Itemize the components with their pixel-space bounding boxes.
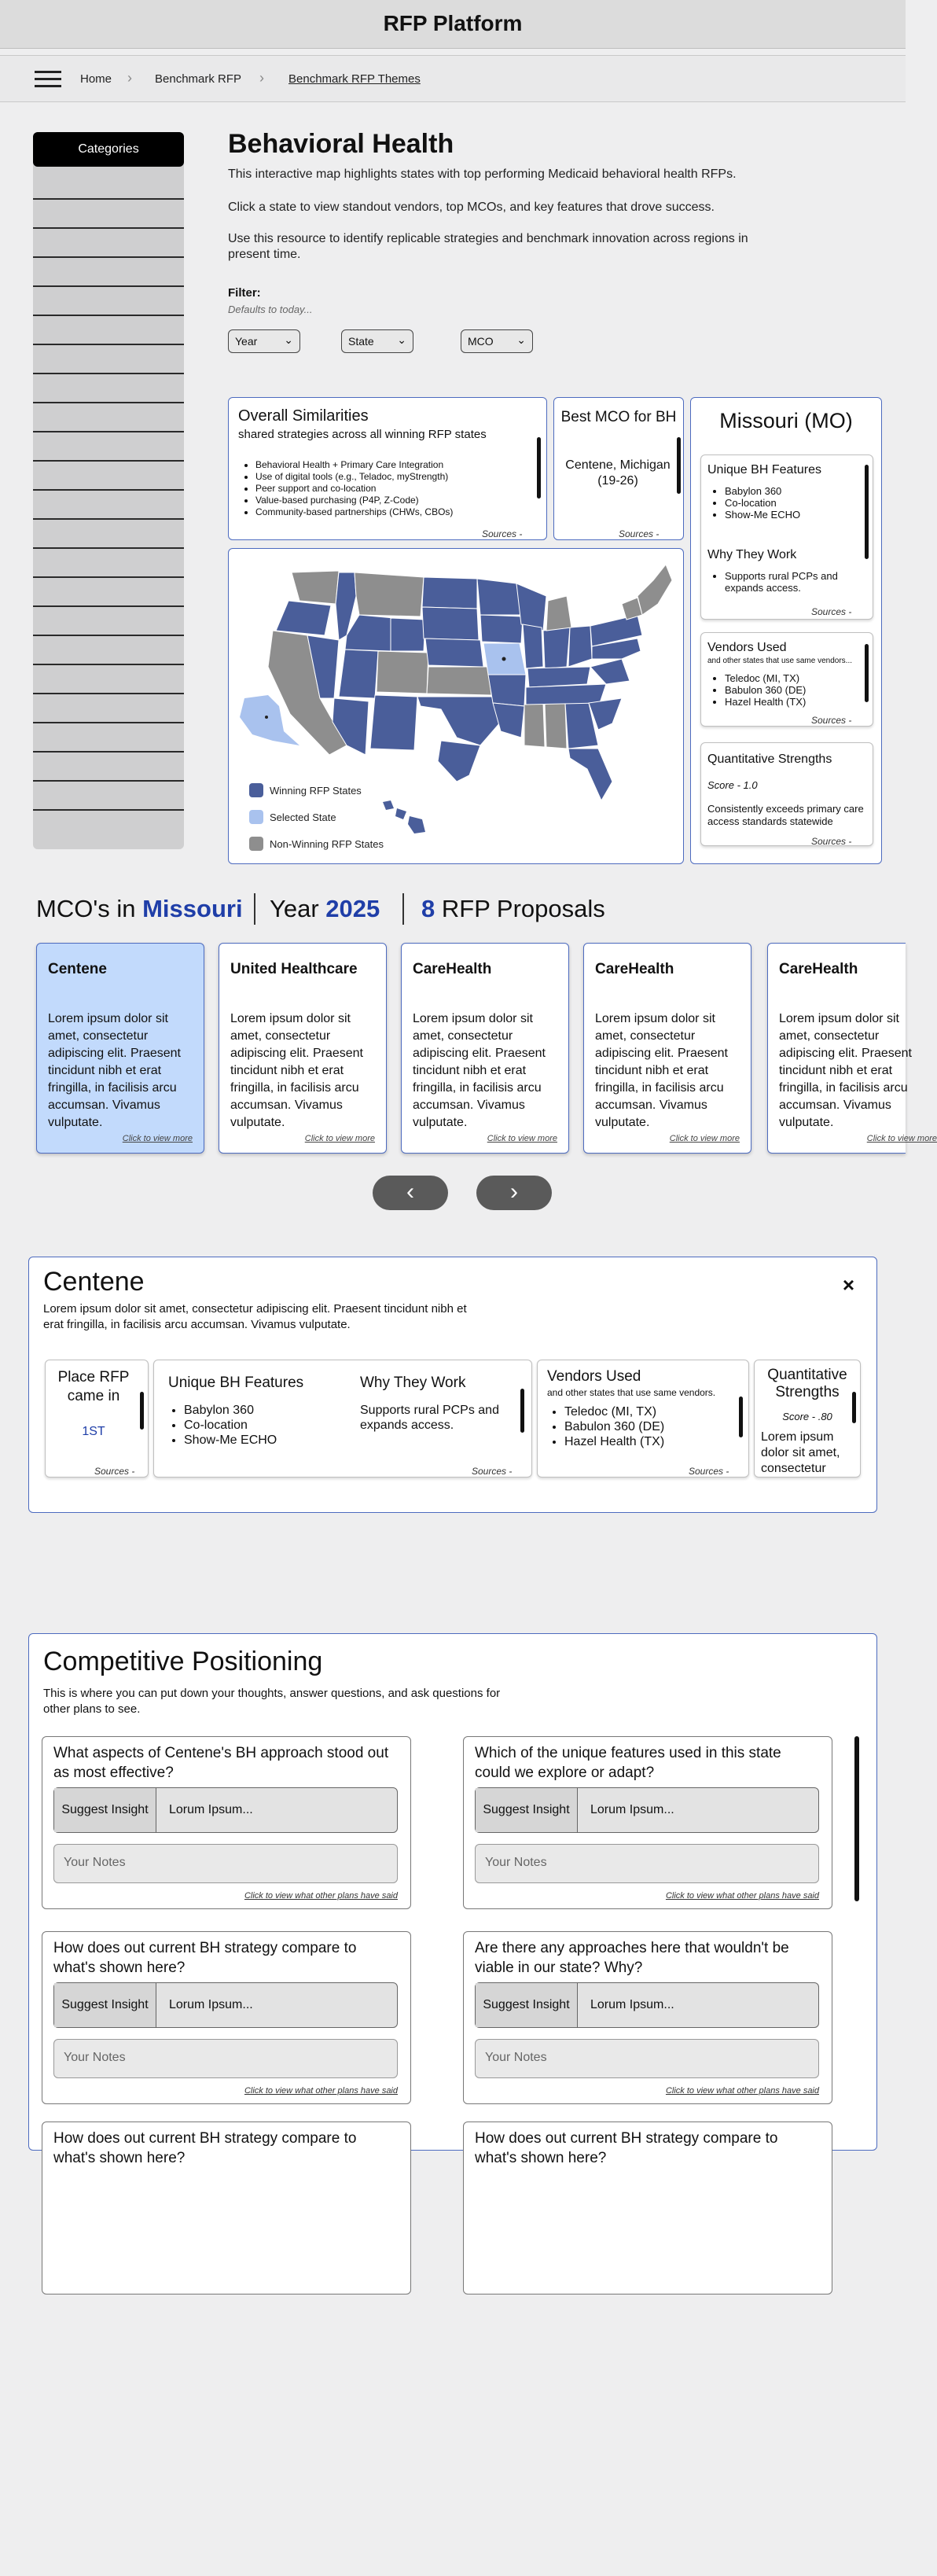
category-divider bbox=[33, 605, 184, 607]
question-card bbox=[463, 1931, 832, 2104]
list-item: • Babulon 360 (DE) bbox=[564, 1419, 664, 1434]
view-more-link[interactable]: Click to view more bbox=[669, 1134, 740, 1143]
sources-link[interactable]: Sources - bbox=[94, 1466, 135, 1477]
state-winning bbox=[391, 618, 425, 651]
best-mco-card bbox=[553, 397, 684, 540]
question-card bbox=[42, 1736, 411, 1909]
list-item: • Show-Me ECHO bbox=[725, 509, 800, 521]
mco-dropdown[interactable]: MCO ⌄ bbox=[461, 329, 533, 353]
place-value: 1ST bbox=[82, 1425, 105, 1438]
question-text: How does out current BH strategy compare to what's shown here? bbox=[475, 2130, 778, 2166]
category-divider bbox=[33, 664, 184, 665]
list-item: • Behavioral Health + Primary Care Integration bbox=[255, 459, 524, 471]
state-winning bbox=[370, 695, 417, 750]
best-mco-value: Centene, Michigan (19-26) bbox=[565, 458, 671, 488]
state-winning bbox=[425, 638, 483, 667]
vendors-title: Vendors Used bbox=[547, 1368, 641, 1385]
state-dropdown[interactable]: State ⌄ bbox=[341, 329, 413, 353]
mco-card-centene[interactable] bbox=[36, 943, 204, 1154]
list-item: • Babylon 360 bbox=[184, 1403, 277, 1418]
sources-link[interactable]: Sources - bbox=[619, 528, 660, 539]
category-divider bbox=[33, 256, 184, 258]
unique-features-title: Unique BH Features bbox=[707, 463, 821, 477]
breadcrumb-bar bbox=[0, 55, 906, 102]
legend-winning: Winning RFP States bbox=[270, 785, 362, 797]
category-divider bbox=[33, 489, 184, 491]
competitive-description: This is where you can put down your thoughts, answer questions, and ask questions for other plans to see. bbox=[43, 1687, 501, 1716]
state-winning bbox=[516, 583, 546, 631]
breadcrumb-current[interactable]: Benchmark RFP Themes bbox=[288, 72, 421, 86]
mco-name: CareHealth bbox=[779, 961, 858, 977]
overall-similarities-card bbox=[228, 397, 547, 540]
other-plans-link[interactable]: Click to view what other plans have said bbox=[665, 2086, 819, 2096]
category-divider bbox=[33, 285, 184, 287]
category-divider bbox=[33, 198, 184, 200]
mco-name: United Healthcare bbox=[230, 961, 358, 977]
scrollbar[interactable] bbox=[865, 465, 869, 559]
app-header bbox=[0, 0, 906, 49]
quant-title: Quantitative Strengths bbox=[767, 1367, 847, 1400]
filter-hint: Defaults to today... bbox=[228, 304, 313, 315]
list-item: • Value-based purchasing (P4P, Z-Code) bbox=[255, 495, 524, 506]
vendors-title: Vendors Used bbox=[707, 641, 787, 654]
state-winning bbox=[422, 607, 479, 640]
state-title: Missouri (MO) bbox=[719, 409, 853, 432]
breadcrumb-benchmark-rfp[interactable]: Benchmark RFP bbox=[155, 72, 242, 86]
previous-button[interactable]: ‹ bbox=[373, 1176, 448, 1210]
best-mco-title: Best MCO for BH bbox=[560, 409, 677, 425]
vendors-subtitle: and other states that use same vendors. bbox=[547, 1387, 716, 1398]
divider bbox=[254, 893, 255, 925]
sources-link[interactable]: Sources - bbox=[811, 836, 852, 847]
suggest-insight-button[interactable]: Suggest Insight bbox=[476, 1788, 578, 1832]
state-winning bbox=[417, 697, 501, 745]
question-card bbox=[42, 1931, 411, 2104]
state-winning bbox=[339, 650, 378, 698]
list-item: • Co-location bbox=[184, 1418, 277, 1433]
suggest-insight-button[interactable]: Suggest Insight bbox=[476, 1983, 578, 2027]
unique-features-list bbox=[170, 1403, 277, 1448]
category-divider bbox=[33, 635, 184, 636]
sources-link[interactable]: Sources - bbox=[472, 1466, 513, 1477]
page-title: Behavioral Health bbox=[228, 129, 454, 159]
state-winning bbox=[383, 800, 425, 834]
mco-summary bbox=[36, 895, 243, 923]
list-item: • Babylon 360 bbox=[725, 485, 800, 497]
scrollbar[interactable] bbox=[140, 1392, 144, 1430]
mco-card-carehealth[interactable] bbox=[767, 943, 937, 1154]
sources-link[interactable]: Sources - bbox=[811, 606, 852, 617]
intro-text-1: This interactive map highlights states with top performing Medicaid behavioral health RFPs. bbox=[228, 167, 737, 181]
state-non-winning bbox=[276, 601, 331, 635]
place-title: Place RFP came in bbox=[57, 1369, 130, 1404]
chevron-down-icon: ⌄ bbox=[516, 333, 526, 346]
summary-year bbox=[270, 895, 380, 923]
question-card bbox=[463, 2122, 832, 2294]
mco-name: CareHealth bbox=[595, 961, 674, 977]
state-detail-panel bbox=[690, 397, 882, 864]
category-divider bbox=[33, 344, 184, 345]
legend-swatch-selected bbox=[249, 810, 263, 824]
category-divider bbox=[33, 547, 184, 549]
state-non-winning bbox=[545, 703, 567, 749]
selected-state-marker bbox=[502, 657, 506, 661]
place-rfp-card bbox=[45, 1360, 149, 1478]
quant-score: Score - .80 bbox=[782, 1411, 832, 1422]
intro-text-2: Click a state to view standout vendors, top MCOs, and key features that drove success. bbox=[228, 201, 715, 214]
other-plans-link[interactable]: Click to view what other plans have said bbox=[244, 1891, 398, 1901]
state-winning bbox=[526, 684, 606, 705]
quantitative-strengths-card bbox=[700, 742, 873, 846]
suggest-insight-field[interactable] bbox=[475, 1982, 819, 2028]
scrollbar[interactable] bbox=[739, 1397, 743, 1437]
category-divider bbox=[33, 402, 184, 403]
similarities-list bbox=[241, 459, 524, 518]
suggest-insight-field[interactable] bbox=[53, 1787, 398, 1833]
chevron-down-icon: ⌄ bbox=[284, 333, 293, 346]
category-sidebar bbox=[33, 132, 184, 849]
filter-label: Filter: bbox=[228, 286, 261, 300]
chevron-right-icon: › bbox=[259, 70, 264, 86]
competitive-positioning-card bbox=[28, 1633, 877, 2166]
notes-input[interactable]: Your Notes bbox=[53, 1844, 398, 1883]
close-icon[interactable]: × bbox=[842, 1273, 854, 1297]
mco-description: Lorem ipsum dolor sit amet, consectetur adipiscing elit. Praesent tincidunt nibh et erat fringilla, in facilisis arcu accumsan. Vivamus vulputate. bbox=[230, 1012, 363, 1129]
view-more-link[interactable]: Click to view more bbox=[487, 1134, 557, 1143]
state-winning bbox=[523, 624, 543, 668]
mco-description: Lorem ipsum dolor sit amet, consectetur adipiscing elit. Praesent tincidunt nibh et erat fringilla, in facilisis arcu accumsan. Vivamus vulputate. bbox=[48, 1012, 181, 1129]
mco-card-united-healthcare[interactable] bbox=[219, 943, 387, 1154]
list-item: • Teledoc (MI, TX) bbox=[564, 1404, 664, 1419]
list-item: • Community-based partnerships (CHWs, CBOs) bbox=[255, 506, 524, 518]
list-item: • Babulon 360 (DE) bbox=[725, 684, 806, 696]
question-card bbox=[42, 2122, 411, 2294]
list-item: • Peer support and co-location bbox=[255, 483, 524, 495]
state-non-winning bbox=[638, 565, 672, 615]
mco-description: Lorem ipsum dolor sit amet, consectetur adipiscing elit. Praesent tincidunt nibh et erat fringilla, in facilisis arcu accumsan. Vivamus vulputate. bbox=[779, 1012, 912, 1129]
suggest-insight-value[interactable]: Lorum Ipsum... bbox=[169, 1803, 253, 1816]
list-item: • Supports rural PCPs and expands access. bbox=[725, 570, 852, 594]
app-title: RFP Platform bbox=[383, 11, 523, 35]
vendors-used-card bbox=[700, 632, 873, 727]
question-text: How does out current BH strategy compare to what's shown here? bbox=[53, 1940, 357, 1976]
scrollbar[interactable] bbox=[520, 1389, 524, 1433]
view-more-link[interactable]: Click to view more bbox=[866, 1134, 937, 1143]
quant-text: Lorem ipsum dolor sit amet, consectetur bbox=[761, 1430, 840, 1475]
summary-year-label: Year bbox=[270, 895, 319, 922]
similarities-title: Overall Similarities bbox=[238, 407, 369, 425]
next-button[interactable]: › bbox=[476, 1176, 552, 1210]
category-divider bbox=[33, 460, 184, 462]
mco-detail-card bbox=[28, 1257, 877, 1513]
year-dropdown[interactable]: Year ⌄ bbox=[228, 329, 300, 353]
summary-state: Missouri bbox=[142, 895, 243, 922]
state-winning bbox=[493, 703, 524, 738]
chevron-right-icon: › bbox=[127, 70, 132, 86]
list-item: • Co-location bbox=[725, 497, 800, 509]
state-winning bbox=[422, 577, 477, 609]
suggest-insight-value[interactable]: Lorum Ipsum... bbox=[590, 1803, 674, 1816]
state-non-winning bbox=[355, 572, 424, 616]
vendors-list bbox=[711, 672, 806, 708]
category-divider bbox=[33, 693, 184, 694]
notes-input[interactable]: Your Notes bbox=[475, 1844, 819, 1883]
notes-input[interactable]: Your Notes bbox=[475, 2039, 819, 2078]
state-winning bbox=[345, 615, 394, 651]
categories-button[interactable]: Categories bbox=[33, 132, 184, 167]
mco-card-carehealth[interactable] bbox=[401, 943, 569, 1154]
category-divider bbox=[33, 576, 184, 578]
selected-state-marker bbox=[265, 716, 268, 719]
intro-text-3: Use this resource to identify replicable strategies and benchmark innovation across regions in present time. bbox=[228, 232, 748, 261]
suggest-insight-value[interactable]: Lorum Ipsum... bbox=[169, 1998, 253, 2011]
question-text: Which of the unique features used in this state could we explore or adapt? bbox=[475, 1745, 781, 1781]
category-divider bbox=[33, 518, 184, 520]
legend-swatch-winning bbox=[249, 783, 263, 797]
menu-icon[interactable] bbox=[35, 71, 61, 88]
category-divider bbox=[33, 722, 184, 723]
mco-description: Lorem ipsum dolor sit amet, consectetur adipiscing elit. Praesent tincidunt nibh et erat fringilla, in facilisis arcu accumsan. Vivamus vulputate. bbox=[595, 1012, 728, 1129]
unique-features-title: Unique BH Features bbox=[168, 1374, 304, 1391]
scrollbar[interactable] bbox=[677, 437, 681, 494]
other-plans-link[interactable]: Click to view what other plans have said bbox=[665, 1891, 819, 1901]
category-divider bbox=[33, 373, 184, 374]
question-text: How does out current BH strategy compare to what's shown here? bbox=[53, 2130, 357, 2166]
legend-swatch-non-winning bbox=[249, 837, 263, 851]
vendors-list bbox=[550, 1404, 664, 1449]
other-plans-link[interactable]: Click to view what other plans have said bbox=[244, 2086, 398, 2096]
summary-count-label: RFP Proposals bbox=[441, 895, 605, 922]
mco-card-carehealth[interactable] bbox=[583, 943, 751, 1154]
notes-input[interactable]: Your Notes bbox=[53, 2039, 398, 2078]
state-non-winning bbox=[377, 651, 428, 694]
mco-name: Centene bbox=[48, 961, 107, 977]
legend-non-winning: Non-Winning RFP States bbox=[270, 838, 384, 850]
category-divider bbox=[33, 431, 184, 432]
list-item: • Hazel Health (TX) bbox=[564, 1434, 664, 1449]
suggest-insight-button[interactable]: Suggest Insight bbox=[54, 1983, 156, 2027]
scrollbar[interactable] bbox=[865, 644, 869, 702]
state-winning bbox=[568, 626, 592, 667]
summary-year-value: 2025 bbox=[325, 895, 380, 922]
question-text: What aspects of Centene's BH approach stood out as most effective? bbox=[53, 1745, 389, 1781]
divider bbox=[402, 893, 404, 925]
category-divider bbox=[33, 780, 184, 782]
question-card bbox=[463, 1736, 832, 1909]
breadcrumb-home[interactable]: Home bbox=[80, 72, 112, 86]
chevron-down-icon: ⌄ bbox=[397, 333, 406, 346]
features-why-card bbox=[153, 1360, 532, 1478]
category-divider bbox=[33, 809, 184, 811]
state-winning bbox=[480, 615, 523, 643]
why-they-work-title: Why They Work bbox=[360, 1374, 466, 1391]
summary-count bbox=[421, 895, 605, 923]
state-non-winning bbox=[546, 596, 571, 631]
category-divider bbox=[33, 227, 184, 229]
suggest-insight-field[interactable] bbox=[475, 1787, 819, 1833]
suggest-insight-button[interactable]: Suggest Insight bbox=[54, 1788, 156, 1832]
quantitative-strengths-card bbox=[754, 1360, 861, 1478]
scrollbar[interactable] bbox=[852, 1392, 856, 1423]
summary-prefix: MCO's in bbox=[36, 895, 136, 922]
suggest-insight-field[interactable] bbox=[53, 1982, 398, 2028]
sources-link[interactable]: Sources - bbox=[482, 528, 523, 539]
scrollbar[interactable] bbox=[537, 437, 541, 499]
scrollbar[interactable] bbox=[854, 1736, 859, 1901]
state-winning bbox=[477, 579, 521, 615]
quant-title: Quantitative Strengths bbox=[707, 753, 832, 766]
list-item: • Show-Me ECHO bbox=[184, 1433, 277, 1448]
sources-link[interactable]: Sources - bbox=[689, 1466, 729, 1477]
quant-text: Consistently exceeds primary care access standards statewide bbox=[707, 803, 864, 827]
vendors-used-card bbox=[537, 1360, 749, 1478]
state-non-winning bbox=[524, 703, 545, 747]
state-winning bbox=[527, 667, 590, 687]
why-they-work-title: Why They Work bbox=[707, 548, 797, 561]
detail-description: Lorem ipsum dolor sit amet, consectetur adipiscing elit. Praesent tincidunt nibh et erat fringilla, in facilisis arcu accumsan. Vivamus vulputate. bbox=[43, 1302, 467, 1331]
state-winning bbox=[590, 659, 630, 684]
detail-title: Centene bbox=[43, 1267, 145, 1297]
summary-count-value: 8 bbox=[421, 895, 435, 922]
unique-features-card bbox=[700, 454, 873, 620]
sources-link[interactable]: Sources - bbox=[811, 715, 852, 726]
us-map-card bbox=[228, 548, 684, 864]
unique-features-list bbox=[711, 485, 800, 521]
legend-selected: Selected State bbox=[270, 811, 336, 823]
list-item: • Teledoc (MI, TX) bbox=[725, 672, 806, 684]
state-winning bbox=[438, 741, 480, 782]
vendors-subtitle: and other states that use same vendors... bbox=[707, 657, 852, 665]
list-item: • Use of digital tools (e.g., Teladoc, myStrength) bbox=[255, 471, 524, 483]
mco-name: CareHealth bbox=[413, 961, 492, 977]
state-winning bbox=[488, 675, 526, 706]
state-winning bbox=[543, 627, 570, 668]
question-text: Are there any approaches here that wouldn't be viable in our state? Why? bbox=[475, 1940, 789, 1976]
state-non-winning bbox=[427, 667, 491, 695]
why-they-work-list bbox=[711, 570, 852, 594]
mco-description: Lorem ipsum dolor sit amet, consectetur adipiscing elit. Praesent tincidunt nibh et erat fringilla, in facilisis arcu accumsan. Vivamus vulputate. bbox=[413, 1012, 546, 1129]
quant-score: Score - 1.0 bbox=[707, 779, 758, 791]
competitive-title: Competitive Positioning bbox=[43, 1647, 323, 1676]
state-winning bbox=[568, 749, 612, 800]
similarities-subtitle: shared strategies across all winning RFP states bbox=[238, 428, 487, 441]
why-they-work-text: Supports rural PCPs and expands access. bbox=[360, 1404, 499, 1432]
suggest-insight-value[interactable]: Lorum Ipsum... bbox=[590, 1998, 674, 2011]
category-divider bbox=[33, 751, 184, 753]
list-item: • Hazel Health (TX) bbox=[725, 696, 806, 708]
view-more-link[interactable]: Click to view more bbox=[122, 1134, 193, 1143]
state-non-winning bbox=[292, 571, 339, 604]
view-more-link[interactable]: Click to view more bbox=[304, 1134, 375, 1143]
category-divider bbox=[33, 315, 184, 316]
